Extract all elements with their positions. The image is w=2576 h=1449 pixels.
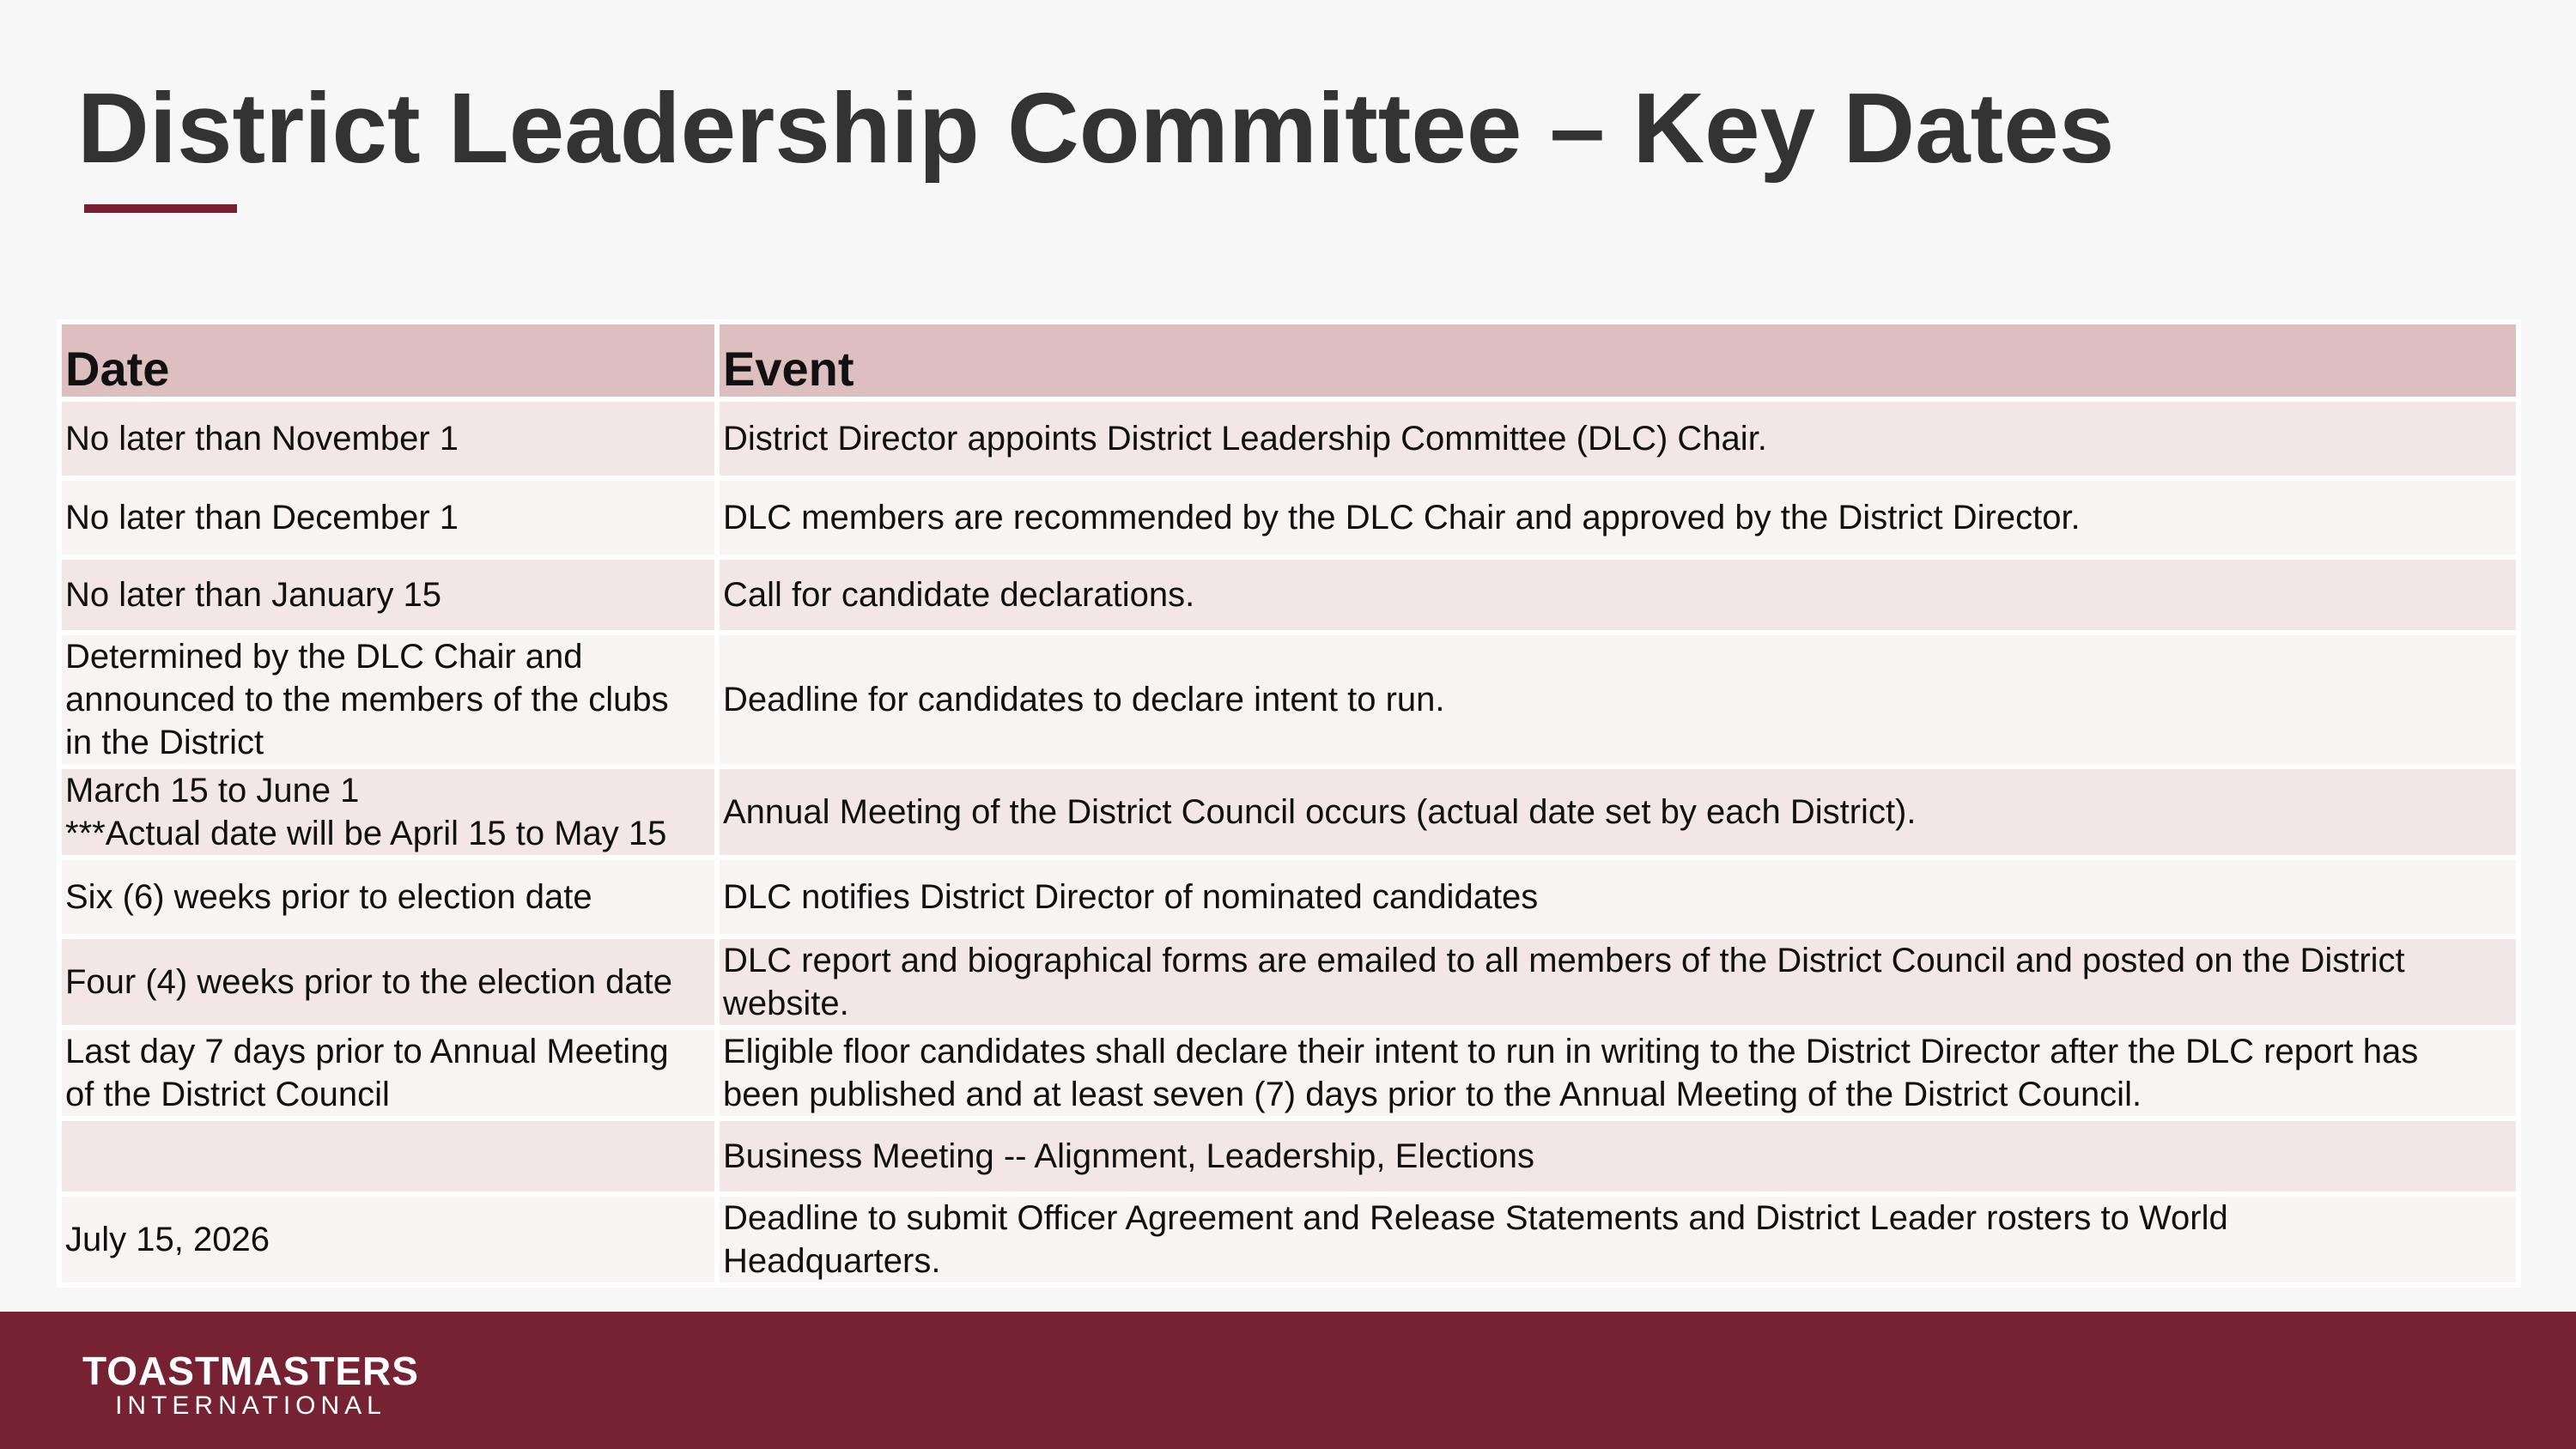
key-dates-table-container — [57, 319, 2521, 1288]
event-cell — [720, 635, 2521, 769]
table-header-row — [57, 319, 2521, 402]
event-text: DLC members are recommended by the DLC Chair and approved by the District Director. — [723, 499, 2081, 537]
table-row — [57, 939, 2521, 1030]
date-cell — [57, 402, 720, 481]
date-cell — [57, 635, 720, 769]
event-cell — [720, 1030, 2521, 1121]
event-cell — [720, 402, 2521, 481]
table-row — [57, 769, 2521, 860]
date-text: March 15 to June 1 — [65, 772, 360, 809]
table-row — [57, 1197, 2521, 1288]
slide-title: District Leadership Committee – Key Dates — [77, 72, 2115, 184]
key-dates-table — [57, 319, 2521, 1288]
event-cell — [720, 560, 2521, 635]
date-text: Six (6) weeks prior to election date — [65, 878, 592, 916]
event-cell — [720, 1197, 2521, 1288]
date-cell — [57, 939, 720, 1030]
column-header-date: Date — [57, 319, 720, 402]
event-text: Annual Meeting of the District Council occurs (actual date set by each District). — [723, 793, 1917, 831]
event-cell — [720, 769, 2521, 860]
event-text: Headquarters. — [723, 1242, 941, 1280]
title-accent-rule — [84, 204, 237, 213]
logo-wordmark: TOASTMASTERS — [82, 1349, 419, 1393]
date-cell — [57, 1197, 720, 1288]
event-text: Deadline to submit Officer Agreement and Release Statements and District Leader rosters to World — [723, 1199, 2228, 1237]
date-cell — [57, 860, 720, 939]
event-text: Business Meeting -- Alignment, Leadership, Elections — [723, 1137, 1534, 1175]
table-row — [57, 1121, 2521, 1197]
date-cell — [57, 1121, 720, 1197]
toastmasters-logo — [82, 1349, 419, 1420]
footer-band — [0, 1312, 2576, 1449]
date-text: Determined by the DLC Chair and — [65, 638, 583, 676]
date-text: of the District Council — [65, 1076, 390, 1113]
table-row — [57, 635, 2521, 769]
event-cell — [720, 481, 2521, 560]
logo-subtitle: INTERNATIONAL — [115, 1391, 386, 1420]
date-text: No later than November 1 — [65, 420, 459, 458]
event-cell — [720, 939, 2521, 1030]
date-text: No later than December 1 — [65, 499, 459, 537]
date-text: ***Actual date will be April 15 to May 15 — [65, 815, 667, 852]
event-text: DLC report and biographical forms are emailed to all members of the District Council and posted on the District — [723, 942, 2405, 979]
date-text: Four (4) weeks prior to the election date — [65, 963, 673, 1001]
date-text: in the District — [65, 724, 264, 761]
table-row — [57, 560, 2521, 635]
event-text: Deadline for candidates to declare intent to run. — [723, 681, 1445, 718]
date-cell — [57, 769, 720, 860]
table-row — [57, 402, 2521, 481]
event-text: Eligible floor candidates shall declare their intent to run in writing to the District Director after the DLC report has — [723, 1033, 2419, 1070]
date-text: announced to the members of the clubs — [65, 681, 669, 718]
date-cell — [57, 1030, 720, 1121]
event-text: District Director appoints District Leadership Committee (DLC) Chair. — [723, 420, 1767, 458]
date-text: Last day 7 days prior to Annual Meeting — [65, 1033, 669, 1070]
date-cell — [57, 560, 720, 635]
event-cell — [720, 1121, 2521, 1197]
event-text: Call for candidate declarations. — [723, 576, 1195, 614]
event-text: been published and at least seven (7) days prior to the Annual Meeting of the District Council. — [723, 1076, 2142, 1113]
event-cell — [720, 860, 2521, 939]
date-text: No later than January 15 — [65, 576, 442, 614]
event-text: website. — [723, 985, 849, 1022]
event-text: DLC notifies District Director of nominated candidates — [723, 878, 1539, 916]
date-text: July 15, 2026 — [65, 1221, 270, 1258]
column-header-event: Event — [720, 319, 2521, 402]
table-row — [57, 481, 2521, 560]
table-row — [57, 1030, 2521, 1121]
date-cell — [57, 481, 720, 560]
table-row — [57, 860, 2521, 939]
